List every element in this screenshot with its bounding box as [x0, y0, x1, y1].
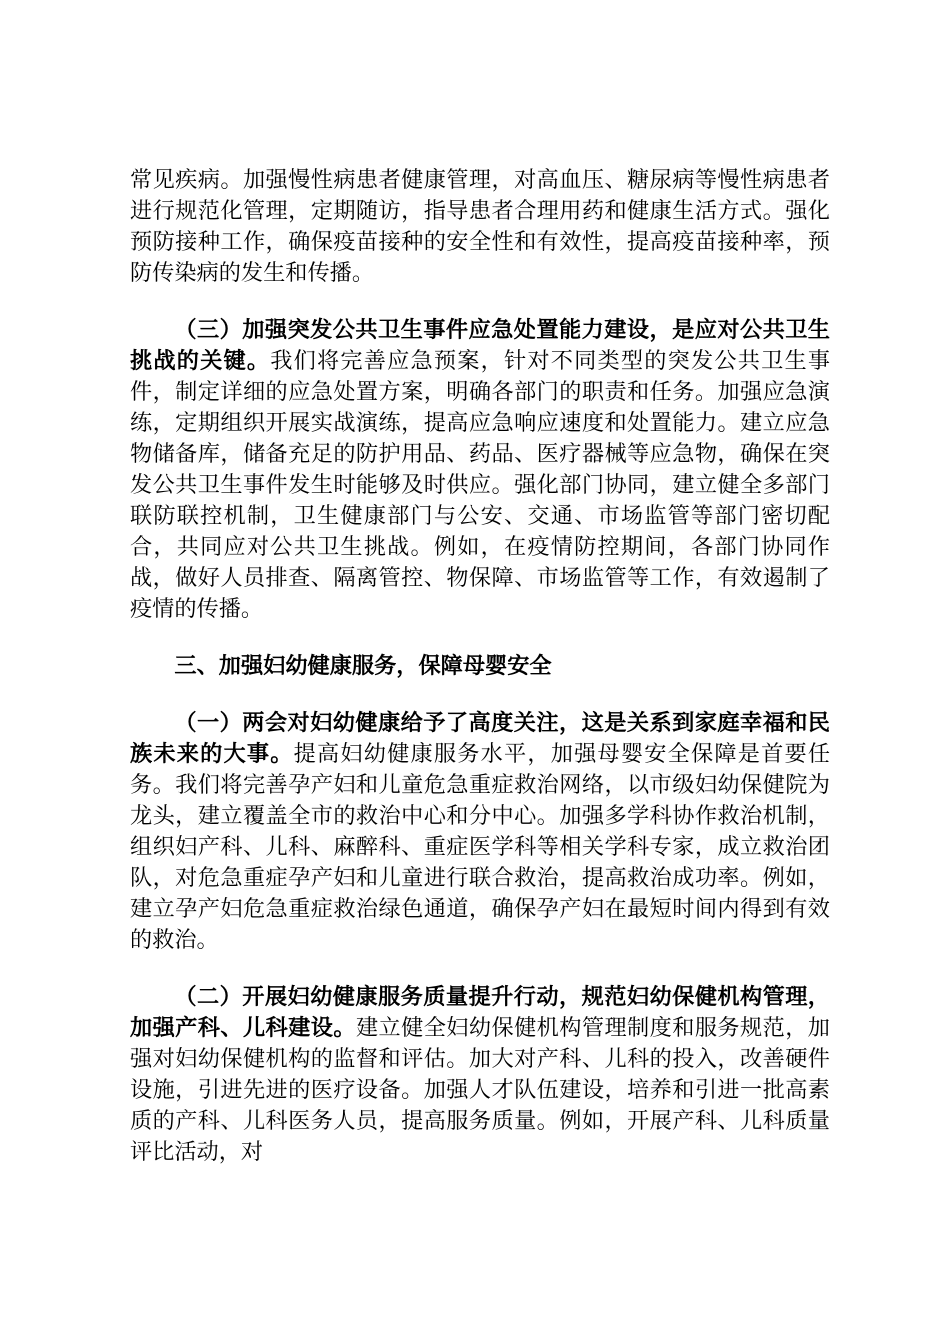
paragraph-lead-bold: （二）开展妇幼健康服务质量提升行动，规范妇幼保健机构管理，加强产科、儿科建设。	[130, 984, 830, 1041]
paragraph-lead-bold: （三）加强突发公共卫生事件应急处置能力建设，是应对公共卫生挑战的关键。	[130, 317, 830, 374]
paragraph-lead-bold: （一）两会对妇幼健康给予了高度关注，这是关系到家庭幸福和民族未来的大事。	[130, 710, 830, 767]
paragraph-text: 我们将完善应急预案，针对不同类型的突发公共卫生事件，制定详细的应急处置方案，明确各部门的职责和任务。加强应急演练，定期组织开展实战演练，提高应急响应速度和处置能力。建立应急物储备库，储备充足的防护用品、药品、医疗器械等应急物，确保在突发公共卫生事件发生时能够及时供应。强化部门协同，建立健全多部门联防联控机制，卫生健康部门与公安、交通、市场监管等部门密切配合，共同应对公共卫生挑战。例如，在疫情防控期间，各部门协同作战，做好人员排查、隔离管控、物保障、市场监管等工作，有效遏制了疫情的传播。	[130, 348, 831, 622]
paragraph-text: 建立健全妇幼保健机构管理制度和服务规范，加强对妇幼保健机构的监督和评估。加大对产科、儿科的投入，改善硬件设施，引进先进的医疗设备。加强人才队伍建设，培养和引进一批高素质的产科、儿科医务人员，提高服务质量。例如，开展产科、儿科质量评比活动，对	[130, 1015, 830, 1165]
paragraph-text: 常见疾病。加强慢性病患者健康管理，对高血压、糖尿病等慢性病患者进行规范化管理，定期随访，指导患者合理用药和健康生活方式。强化预防接种工作，确保疫苗接种的安全性和有效性，提高疫苗接种率，预防传染病的发生和传播。	[130, 167, 830, 286]
paragraph-maternal-health	[130, 708, 830, 956]
paragraph-service-quality	[130, 982, 830, 1168]
paragraph-emergency-response	[130, 315, 830, 625]
document-page	[130, 165, 830, 1194]
section-heading: 三、加强妇幼健康服务，保障母婴安全	[174, 653, 552, 679]
paragraph-continuation	[130, 165, 830, 289]
paragraph-text: 提高妇幼健康服务水平，加强母婴安全保障是首要任务。我们将完善孕产妇和儿童危急重症救治网络，以市级妇幼保健院为龙头，建立覆盖全市的救治中心和分中心。加强多学科协作救治机制，组织妇产科、儿科、麻醉科、重症医学科等相关学科专家，成立救治团队，对危急重症孕产妇和儿童进行联合救治，提高救治成功率。例如，建立孕产妇危急重症救治绿色通道，确保孕产妇在最短时间内得到有效的救治。	[130, 741, 831, 953]
